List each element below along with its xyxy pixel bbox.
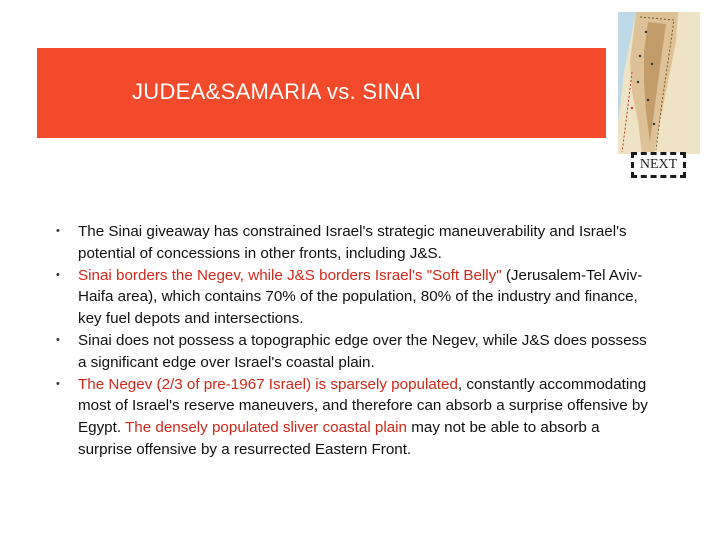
bullet-dot-icon: • bbox=[56, 225, 60, 237]
bullet-dot-icon: • bbox=[56, 333, 60, 346]
bullet-text-highlight: The Negev (2/3 of pre-1967 Israel) is sparsely populated bbox=[78, 375, 458, 393]
bullet-text-highlight: Sinai borders the Negev, while J&S borders Israel's "Soft Belly" bbox=[78, 266, 502, 284]
bullet-text: may not be able to absorb a surprise offensive by a resurrected Eastern Front. bbox=[78, 419, 600, 458]
title-bar bbox=[37, 48, 606, 138]
bullet-item bbox=[50, 330, 650, 374]
bullet-text: The Sinai giveaway has constrained Israel's strategic maneuverability and Israel's potential of concessions in other fronts, including J&S. bbox=[78, 223, 627, 262]
bullet-text: (Jerusalem-Tel Aviv-Haifa area), which contains 70% of the population, 80% of the industry and finance, key fuel depots and intersections. bbox=[78, 266, 643, 328]
bullet-dot-icon: • bbox=[56, 377, 60, 390]
bullet-item bbox=[50, 221, 650, 265]
bullet-item bbox=[50, 265, 650, 330]
bullet-item bbox=[50, 374, 650, 461]
bullet-text: , constantly accommodating most of Israel's reserve maneuvers, and therefore can absorb a surprise offensive by Egypt. bbox=[78, 375, 648, 437]
bullet-text-highlight: The densely populated sliver coastal plain bbox=[125, 419, 408, 437]
bullet-list bbox=[50, 221, 650, 461]
israel-map-icon bbox=[618, 12, 700, 154]
bullet-dot-icon: • bbox=[56, 268, 60, 281]
slide-title: JUDEA&SAMARIA vs. SINAI bbox=[132, 79, 422, 104]
bullet-text: Sinai does not possess a topographic edge over the Negev, while J&S does possess a significant edge over Israel's coastal plain. bbox=[78, 331, 647, 371]
next-button[interactable]: NEXT bbox=[631, 152, 686, 178]
